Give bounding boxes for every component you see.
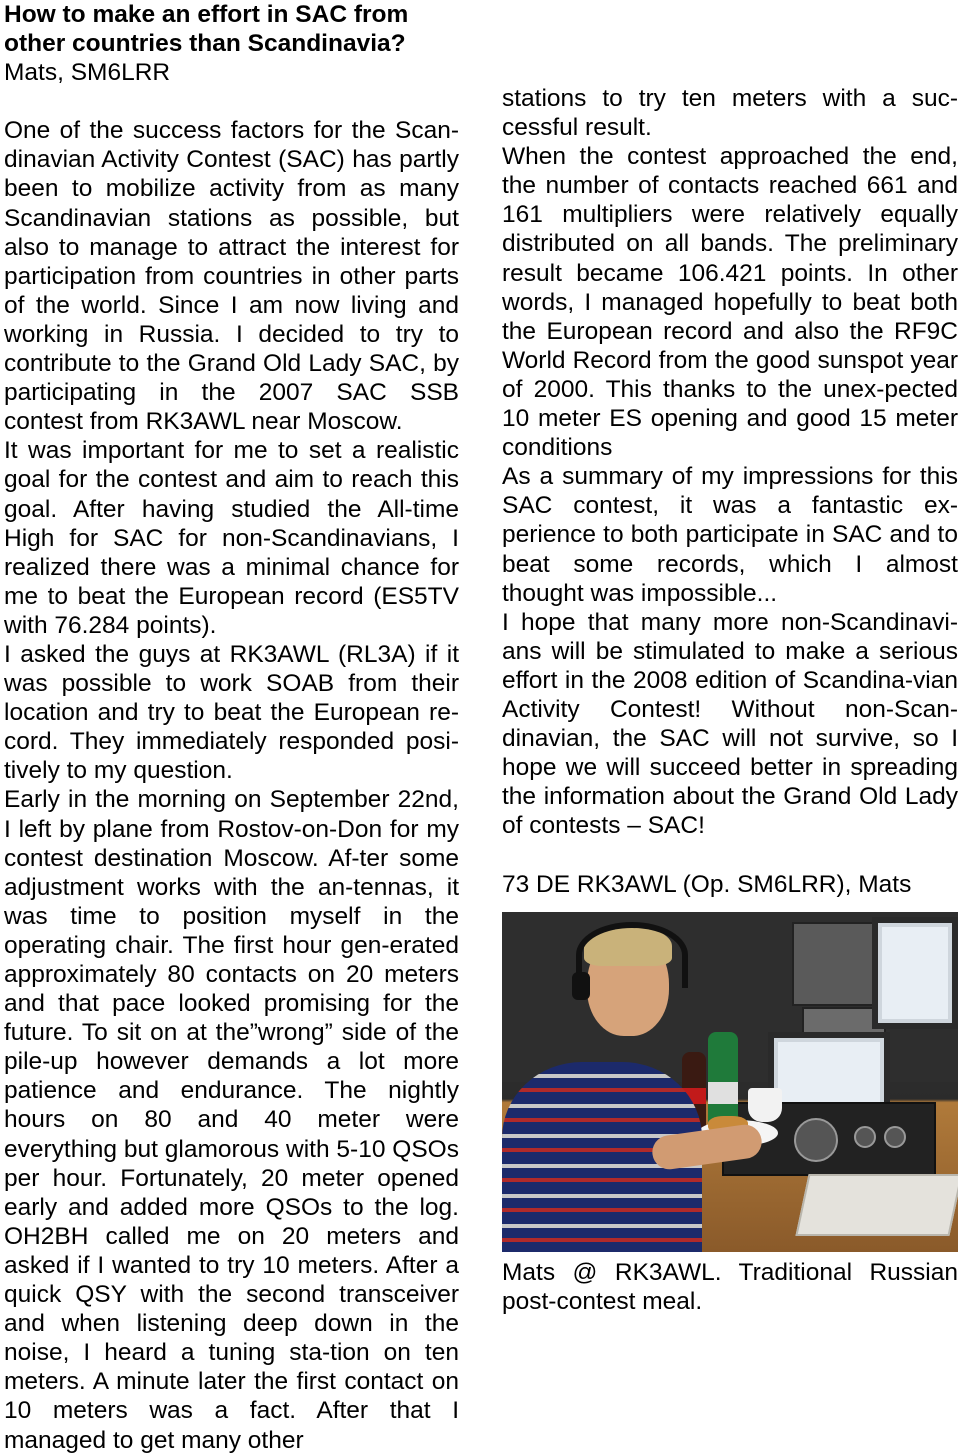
photo-caption: Mats @ RK3AWL. Traditional Russian post-contest meal. (502, 1258, 958, 1315)
right-paragraph-4: I hope that many more non-Scandinavi-ans will be stimulated to make a serious effort in the 2008 edition of Scandina-vian Activity Contest! Without non-Scan-dinavian, the SAC will not survive, so I hope we will succeed better in spreading the information about the Grand Old Lady of contests – SAC! (502, 608, 958, 840)
right-paragraph-2: When the contest approached the end, the number of contacts reached 661 and 161 multipliers were relatively equally distributed on all bands. The preliminary result became 106.421 points. In other words, I managed hopefully to beat both the European record and also the RF9C World Record from the good sunspot year of 2000. This thanks to the unex-pected 10 meter ES opening and good 15 meter conditions (502, 143, 958, 462)
left-paragraph-3: I asked the guys at RK3AWL (RL3A) if it was possible to work SOAB from their location and try to beat the European re-cord. They immediately responded posi-tively to my question. (4, 640, 459, 785)
right-paragraph-3: As a summary of my impressions for this SAC contest, it was a fantastic ex-perience to both participate in SAC and to beat some records, which I almost thought was impossible... (502, 463, 958, 607)
earcup (572, 972, 590, 1000)
headphones-icon (576, 922, 688, 988)
right-column (502, 84, 958, 1316)
computer-monitor (872, 917, 958, 1029)
keyboard (795, 1174, 958, 1236)
right-paragraph-1: stations to try ten meters with a suc-cessful result. (502, 85, 958, 142)
left-paragraph-4: Early in the morning on September 22nd, I left by plane from Rostov-on-Don for my contest destination Moscow. Af-ter some adjustment works with the an-tennas, it was time to position myself in the operating chair. The first hour gen-erated approximately 80 contacts on 20 meters and that pace looked promising for the future. To sit on at the”wrong” side of the pile-up however demands a lot more patience and endurance. The nightly hours on 80 and 40 meter were everything but glamorous with 5-10 QSOs per hour. Fortunately, 20 meter opened early and added more QSOs to the log. OH2BH called me on 20 meters and asked if I wanted to try 10 meters. After a quick QSY with the second transceiver and when listening deep down in the noise, I heard a tuning sta-tion on ten meters. A minute later the first contact on 10 meters was a fact. After that I managed to get many other (4, 786, 459, 1454)
signoff: 73 DE RK3AWL (Op. SM6LRR), Mats (502, 870, 912, 898)
article-title: How to make an effort in SAC from other countries than Scandinavia? (4, 1, 409, 58)
spacer (502, 840, 958, 869)
operator-photo (502, 912, 958, 1252)
article-byline: Mats, SM6LRR (4, 59, 171, 87)
left-paragraph-1: One of the success factors for the Scan-dinavian Activity Contest (SAC) has partly been to mobilize activity from as many Scandinavian stations as possible, but also to manage to attract the interest for participation from countries in other parts of the world. Since I am now living and working in Russia. I decided to try to contribute to the Grand Old Lady SAC, by participating in the 2007 SAC SSB contest from RK3AWL near Moscow. (4, 117, 459, 436)
cup (748, 1088, 782, 1122)
left-column (4, 0, 459, 1455)
left-paragraph-2: It was important for me to set a realistic goal for the contest and aim to reach this goal. After having studied the All-time High for SAC for non-Scandinavians, I realized there was a minimal chance for me to beat the European record (ES5TV with 76.284 points). (4, 437, 459, 639)
